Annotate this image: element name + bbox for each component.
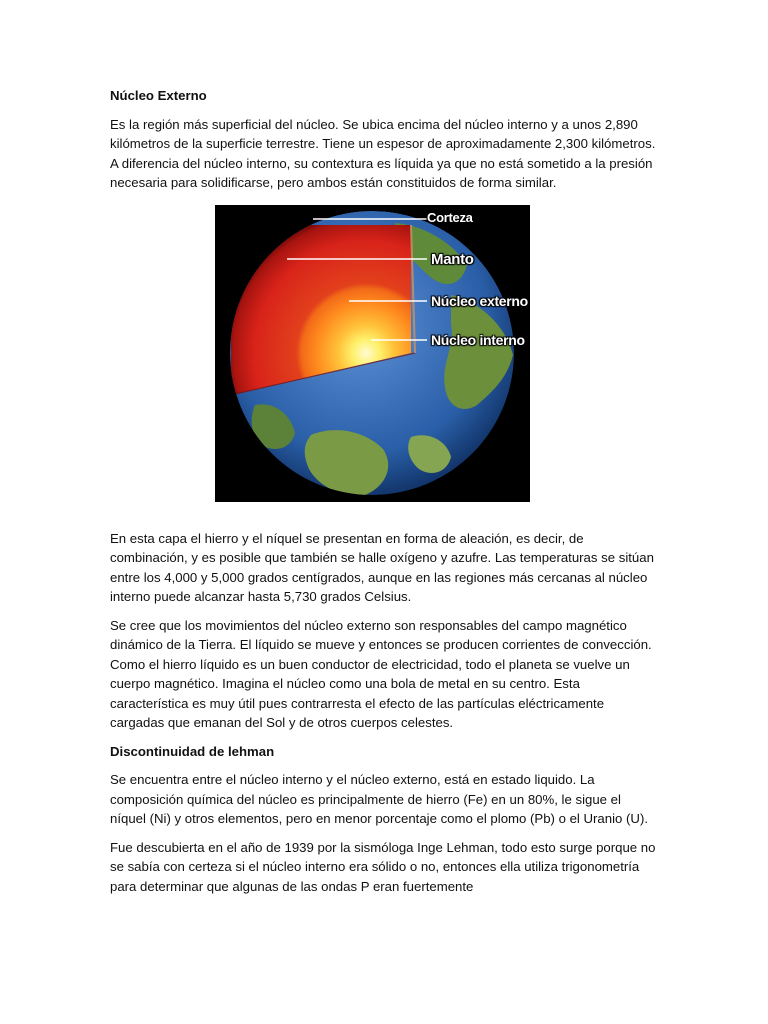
label-nucleo-interno: Núcleo interno — [431, 331, 525, 348]
paragraph-magnetic-field: Se cree que los movimientos del núcleo externo son responsables del campo magnético dinámico de la Tierra. El líquido se mueve y entonces se producen corrientes de convección. Como el hierro líquido es un buen conductor de electricidad, todo el planeta se vuelve un cuerpo magnético. Imagina el núcleo como una bola de metal en su centro. Esta característica es muy útil pues contrarresta el efecto de las partículas eléctricamente cargadas que emanan del Sol y de otros cuerpos celestes. — [110, 617, 652, 730]
section-title-nucleo-externo: Núcleo Externo — [110, 88, 207, 103]
document-page — [110, 86, 658, 905]
section-title-discontinuidad-lehman: Discontinuidad de lehman — [110, 743, 275, 759]
paragraph-intro: Es la región más superficial del núcleo. Se ubica encima del núcleo interno y a unos 2,890 kilómetros de la superficie terrestre. Tiene un espesor de aproximadamente 2,300 kilómetros. A diferencia del núcleo interno, su contextura es líquida ya que no está sometido a la presión necesaria para solidificarse, pero ambos están constituidos de forma similar. — [110, 116, 656, 190]
earth-cutaway-illustration — [215, 205, 530, 502]
label-nucleo-externo: Núcleo externo — [431, 292, 528, 309]
label-manto: Manto — [431, 250, 474, 268]
earth-layers-figure — [215, 205, 530, 502]
paragraph-lehman-discovery: Fue descubierta en el año de 1939 por la sismóloga Inge Lehman, todo esto surge porque no se sabía con certeza si el núcleo interno era sólido o no, entonces ella utiliza trigonometría para determinar que algunas de las ondas P eran fuertemente — [110, 839, 656, 894]
paragraph-composition: En esta capa el hierro y el níquel se presentan en forma de aleación, es decir, de combinación, y es posible que también se halle oxígeno y azufre. Las temperaturas se sitúan entre los 4,000 y 5,000 grados centígrados, aunque en las regiones más cercanas al núcleo interno puede alcanzar hasta 5,730 grados Celsius. — [110, 530, 654, 604]
label-corteza: Corteza — [427, 209, 473, 225]
paragraph-lehman-location: Se encuentra entre el núcleo interno y el núcleo externo, está en estado liquido. La composición química del núcleo es principalmente de hierro (Fe) en un 80%, le sigue el níquel (Ni) y otros elementos, pero en menor porcentaje como el plomo (Pb) o el Uranio (U). — [110, 772, 648, 826]
